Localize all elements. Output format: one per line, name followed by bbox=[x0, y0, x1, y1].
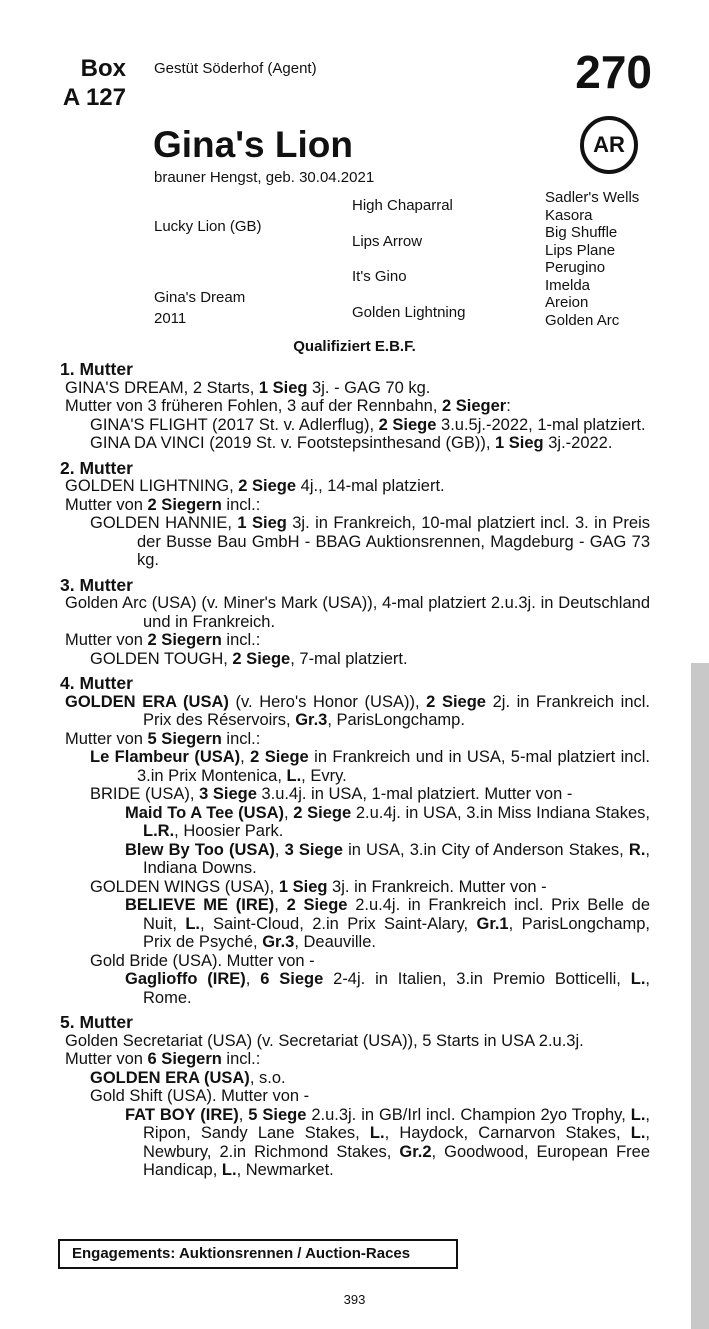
bold-text: L. bbox=[630, 1124, 646, 1142]
text: , Rome. bbox=[143, 970, 650, 1007]
bold-text: GOLDEN ERA (USA) bbox=[90, 1068, 250, 1087]
text: , bbox=[245, 970, 261, 988]
horse-name: Gina's Lion bbox=[153, 124, 353, 165]
bold-text: Blew By Too (USA) bbox=[125, 840, 275, 859]
text: (v. Hero's Honor (USA)), bbox=[228, 692, 427, 711]
text: 2.u.4j. in Frankreich incl. Prix Belle de Nuit, bbox=[143, 896, 651, 933]
bold-text: Maid To A Tee (USA) bbox=[125, 803, 284, 822]
text: Mutter von bbox=[65, 495, 148, 514]
text: Golden Arc (USA) (v. Miner's Mark (USA)), 4-mal platziert 2.u.3j. in Deutschland und in Frankreich. bbox=[65, 594, 650, 631]
bold-text: 2 Siege bbox=[293, 803, 352, 822]
text: 3.u.5j.-2022, 1-mal platziert. bbox=[436, 415, 646, 434]
agent-name: Gestüt Söderhof (Agent) bbox=[154, 60, 317, 77]
bold-text: 2 Sieger bbox=[442, 397, 507, 415]
pedigree-grandparent: It's Gino bbox=[352, 268, 407, 285]
text: 2-4j. in Italien, 3.in Premio Botticelli, bbox=[323, 970, 631, 988]
record-line bbox=[60, 594, 650, 631]
text: , Indiana Downs. bbox=[143, 840, 651, 877]
text: , bbox=[238, 1105, 249, 1124]
record-line bbox=[60, 496, 650, 515]
text: , Goodwood, European Free Handicap, bbox=[143, 1142, 650, 1179]
bold-text: R. bbox=[628, 840, 646, 859]
bold-text: L. bbox=[369, 1124, 385, 1142]
bold-text: Gaglioffo (IRE) bbox=[125, 970, 246, 988]
pedigree-dam: Gina's Dream bbox=[154, 289, 246, 306]
pedigree-dam-year: 2011 bbox=[154, 310, 187, 327]
pedigree-ancestor: Imelda bbox=[545, 276, 591, 294]
text: : bbox=[506, 397, 511, 415]
dam-section bbox=[60, 674, 650, 1007]
record-line bbox=[60, 477, 650, 496]
text: 3j.-2022. bbox=[543, 434, 613, 452]
bold-text: L. bbox=[630, 970, 646, 988]
text: , bbox=[274, 896, 287, 914]
dam-line-content bbox=[60, 360, 650, 1186]
section-heading: 4. Mutter bbox=[60, 673, 133, 693]
record-line bbox=[60, 804, 650, 841]
section-heading: 5. Mutter bbox=[60, 1012, 133, 1032]
engagements-box: Engagements: Auktionsrennen / Auction-Races bbox=[58, 1239, 458, 1269]
text: Mutter von bbox=[65, 1050, 148, 1068]
text: GOLDEN HANNIE, bbox=[90, 514, 238, 532]
bold-text: 3 Siege bbox=[284, 840, 343, 859]
text: 3j. in Frankreich, 10-mal platziert incl. 3. in Preis der Busse Bau GmbH - BBAG Auktionsrennen, Magdeburg - GAG 73 kg. bbox=[137, 514, 651, 569]
text: incl.: bbox=[221, 729, 261, 748]
text: , Newmarket. bbox=[236, 1161, 334, 1179]
record-line bbox=[60, 693, 650, 730]
box-label bbox=[56, 54, 126, 112]
bold-text: BELIEVE ME (IRE) bbox=[125, 896, 275, 914]
pedigree-ancestor: Areion bbox=[545, 294, 589, 311]
bold-text: L.R. bbox=[143, 822, 175, 840]
record-line bbox=[60, 397, 650, 416]
text: incl.: bbox=[221, 631, 261, 649]
section-heading: 1. Mutter bbox=[60, 359, 133, 379]
text: Gold Shift (USA). Mutter von - bbox=[90, 1087, 310, 1105]
text: 3j. - GAG 70 kg. bbox=[307, 378, 431, 397]
record-line bbox=[60, 748, 650, 785]
text: GINA DA VINCI (2019 St. v. Footstepsinthesand (GB)), bbox=[90, 434, 496, 452]
bold-text: L. bbox=[630, 1105, 646, 1124]
bold-text: Gr.3 bbox=[262, 933, 295, 951]
record-line bbox=[60, 841, 650, 878]
text: GINA'S FLIGHT (2017 St. v. Adlerflug), bbox=[90, 415, 379, 434]
record-line bbox=[60, 1069, 650, 1088]
text: GINA'S DREAM, 2 Starts, bbox=[65, 378, 259, 397]
pedigree-grandparent: High Chaparral bbox=[352, 197, 453, 214]
text: , Newbury, 2.in Richmond Stakes, bbox=[143, 1124, 650, 1161]
box-number: A 127 bbox=[62, 84, 126, 111]
bold-text: Gr.1 bbox=[476, 914, 509, 933]
record-line bbox=[60, 1106, 650, 1180]
text: , ParisLongchamp. bbox=[327, 711, 465, 729]
record-line bbox=[60, 896, 650, 952]
bold-text: 5 Siegern bbox=[147, 729, 222, 748]
record-line bbox=[60, 631, 650, 650]
bold-text: 6 Siegern bbox=[147, 1050, 222, 1068]
bold-text: L. bbox=[221, 1161, 237, 1179]
record-line bbox=[60, 730, 650, 749]
text: , 7-mal platziert. bbox=[290, 649, 408, 668]
scrollbar[interactable] bbox=[691, 663, 709, 1329]
text: incl.: bbox=[221, 1050, 261, 1068]
bold-text: 2 Siege bbox=[286, 896, 348, 914]
record-line bbox=[60, 970, 650, 1007]
box-title: Box bbox=[80, 55, 126, 82]
text: , Hoosier Park. bbox=[174, 822, 284, 840]
bold-text: 1 Sieg bbox=[237, 514, 287, 532]
pedigree-grandparent: Lips Arrow bbox=[352, 233, 423, 250]
pedigree-ancestor: Big Shuffle bbox=[545, 224, 618, 241]
ar-badge: AR bbox=[580, 116, 638, 174]
bold-text: 3 Siege bbox=[199, 785, 257, 803]
text: 4j., 14-mal platziert. bbox=[296, 477, 445, 495]
bold-text: 1 Sieg bbox=[278, 877, 328, 896]
record-line bbox=[60, 785, 650, 804]
text: in Frankreich und in USA, 5-mal platziert incl. 3.in Prix Montenica, bbox=[137, 748, 650, 785]
bold-text: 2 Siege bbox=[232, 649, 291, 668]
bold-text: 2 Siegern bbox=[147, 495, 222, 514]
record-line bbox=[60, 650, 650, 669]
qualification: Qualifiziert E.B.F. bbox=[293, 338, 416, 355]
bold-text: 2 Siegern bbox=[147, 631, 222, 649]
bold-text: GOLDEN ERA (USA) bbox=[65, 692, 229, 711]
text: , ParisLongchamp, Prix de Psyché, bbox=[143, 914, 651, 951]
bold-text: 1 Sieg bbox=[495, 434, 544, 452]
bold-text: Le Flambeur (USA) bbox=[90, 748, 241, 766]
record-line bbox=[60, 878, 650, 897]
section-heading: 2. Mutter bbox=[60, 457, 133, 478]
birth-info: brauner Hengst, geb. 30.04.2021 bbox=[154, 169, 375, 186]
record-line bbox=[60, 416, 650, 435]
record-line bbox=[60, 434, 650, 453]
record-line bbox=[60, 952, 650, 971]
text: 2.u.4j. in USA, 3.in Miss Indiana Stakes, bbox=[351, 803, 650, 822]
text: , Evry. bbox=[301, 766, 347, 785]
text: GOLDEN TOUGH, bbox=[90, 649, 233, 668]
text: 3j. in Frankreich. Mutter von - bbox=[327, 877, 547, 896]
record-line bbox=[60, 514, 650, 570]
pedigree-great-grandparents bbox=[545, 189, 639, 329]
bold-text: Gr.2 bbox=[399, 1142, 432, 1161]
text: , Ripon, Sandy Lane Stakes, bbox=[143, 1105, 650, 1142]
text: in USA, 3.in City of Anderson Stakes, bbox=[342, 840, 629, 859]
dam-section bbox=[60, 576, 650, 669]
record-line bbox=[60, 379, 650, 398]
page-number: 393 bbox=[343, 1292, 366, 1307]
text: , s.o. bbox=[249, 1068, 286, 1087]
dam-section bbox=[60, 1013, 650, 1180]
pedigree-ancestor: Kasora bbox=[545, 206, 593, 224]
text: , bbox=[240, 748, 251, 766]
bold-text: 2 Siege bbox=[378, 415, 437, 434]
text: 3.u.4j. in USA, 1-mal platziert. Mutter von - bbox=[256, 785, 573, 803]
section-heading: 3. Mutter bbox=[60, 574, 133, 595]
text: 2.u.3j. in GB/Irl incl. Champion 2yo Trophy, bbox=[306, 1105, 631, 1124]
text: Gold Bride (USA). Mutter von - bbox=[90, 951, 315, 970]
text: , Deauville. bbox=[294, 933, 376, 951]
text: , Saint-Cloud, 2.in Prix Saint-Alary, bbox=[200, 914, 477, 933]
text: Mutter von 3 früheren Fohlen, 3 auf der Rennbahn, bbox=[65, 397, 442, 415]
text: , bbox=[274, 840, 285, 859]
pedigree-ancestor: Sadler's Wells bbox=[545, 189, 640, 206]
text: GOLDEN LIGHTNING, bbox=[65, 477, 239, 495]
text: Golden Secretariat (USA) (v. Secretariat (USA)), 5 Starts in USA 2.u.3j. bbox=[65, 1031, 584, 1050]
bold-text: 2 Siege bbox=[238, 477, 297, 495]
lot-number: 270 bbox=[575, 46, 652, 98]
pedigree-ancestor: Perugino bbox=[545, 259, 606, 276]
bold-text: FAT BOY (IRE) bbox=[125, 1105, 239, 1124]
record-line bbox=[60, 1087, 650, 1106]
bold-text: 1 Sieg bbox=[258, 378, 308, 397]
bold-text: 5 Siege bbox=[248, 1105, 307, 1124]
text: BRIDE (USA), bbox=[90, 785, 200, 803]
text: GOLDEN WINGS (USA), bbox=[90, 877, 279, 896]
bold-text: L. bbox=[185, 914, 201, 933]
pedigree-sire: Lucky Lion (GB) bbox=[154, 218, 262, 235]
record-line bbox=[60, 1050, 650, 1069]
pedigree-grandparent: Golden Lightning bbox=[352, 304, 466, 321]
text: Mutter von bbox=[65, 631, 148, 649]
pedigree-ancestor: Golden Arc bbox=[545, 311, 620, 329]
text: Mutter von bbox=[65, 729, 148, 748]
text: , Haydock, Carnarvon Stakes, bbox=[384, 1124, 631, 1142]
bold-text: Gr.3 bbox=[295, 711, 328, 729]
text: incl.: bbox=[221, 495, 261, 514]
bold-text: 6 Siege bbox=[260, 970, 324, 988]
record-line bbox=[60, 1032, 650, 1051]
pedigree-ancestor: Lips Plane bbox=[545, 241, 616, 259]
text: , bbox=[284, 803, 294, 822]
bold-text: 2 Siege bbox=[426, 692, 486, 711]
bold-text: 2 Siege bbox=[250, 748, 309, 766]
bold-text: L. bbox=[286, 766, 302, 785]
dam-section bbox=[60, 459, 650, 570]
dam-section bbox=[60, 360, 650, 453]
text: 2j. in Frankreich incl. Prix des Réservoirs, bbox=[143, 692, 650, 729]
